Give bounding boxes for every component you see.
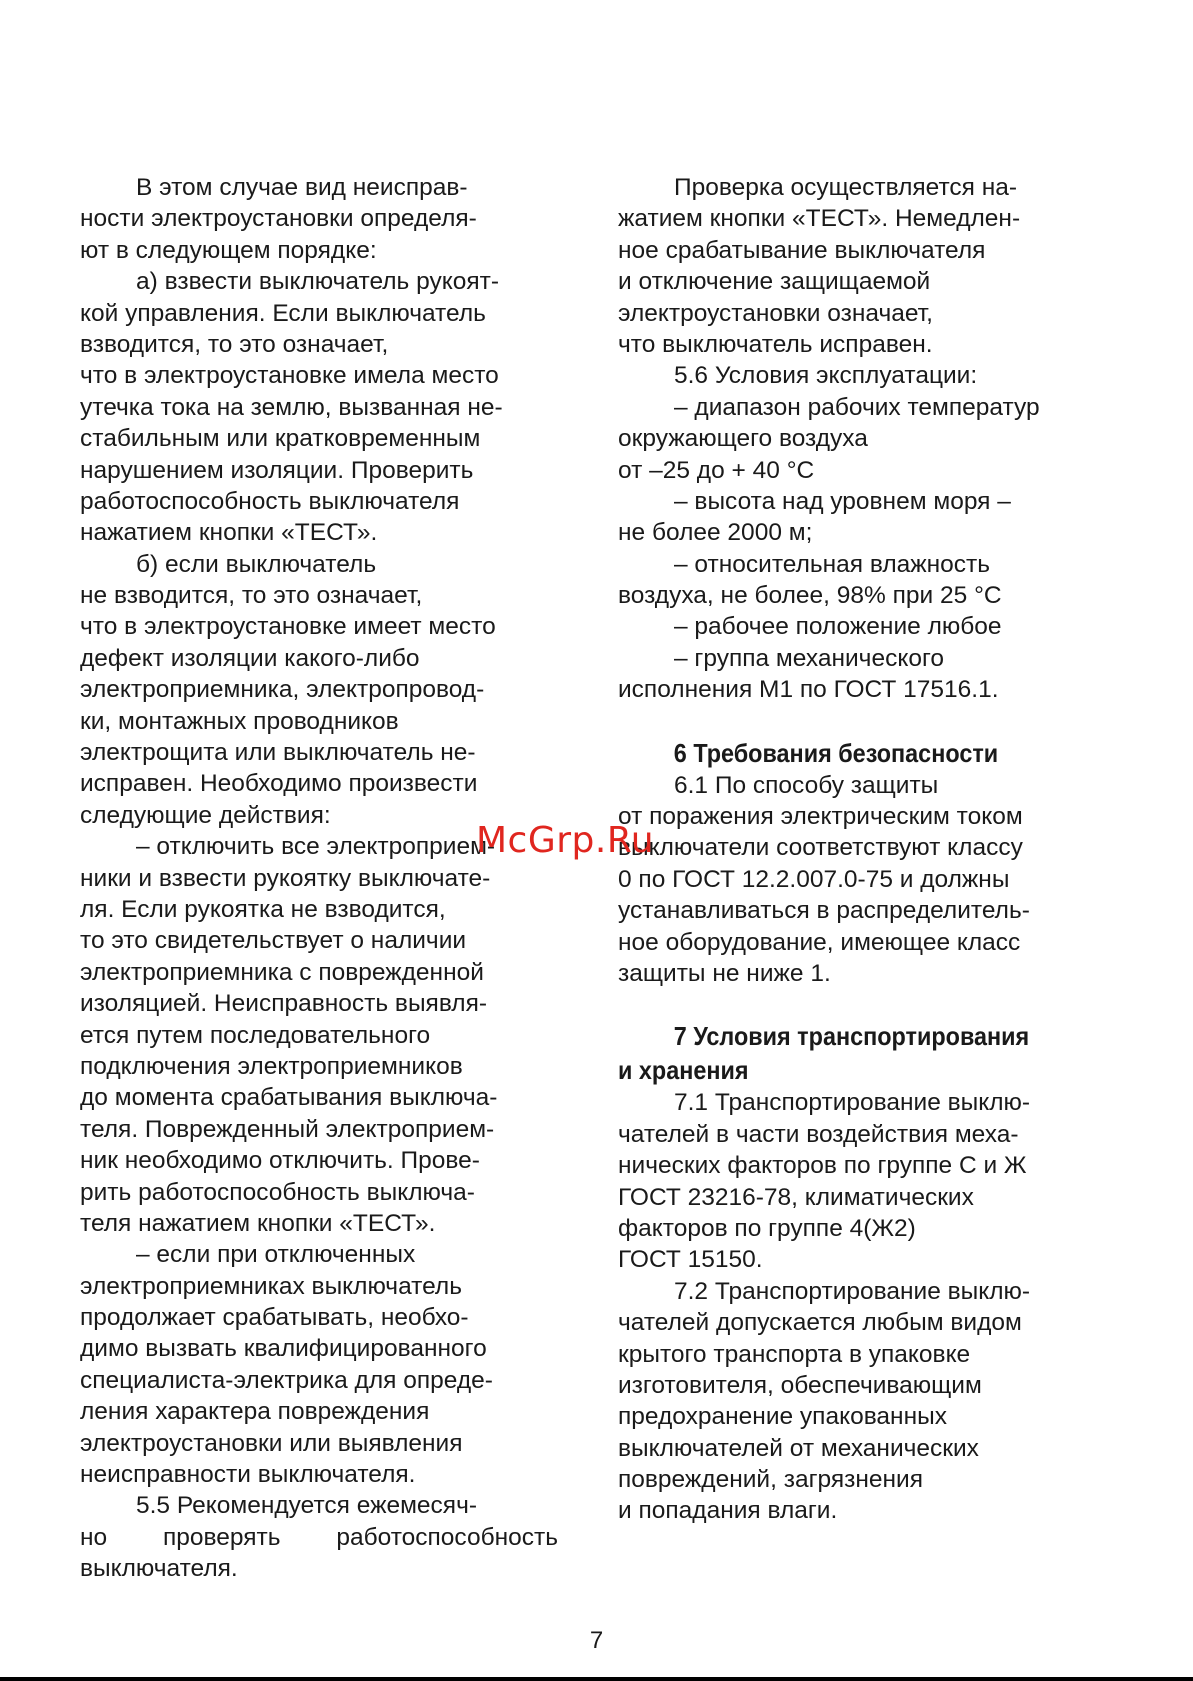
text-line: ки, монтажных проводников	[80, 707, 399, 735]
text-line: чателей в части воздействия меха-	[618, 1120, 1019, 1148]
bottom-rule	[0, 1677, 1193, 1681]
text-line: изготовителя, обеспечивающим	[618, 1371, 982, 1399]
text-line: б) если выключатель	[136, 550, 377, 578]
text-line: что выключатель исправен.	[618, 330, 933, 358]
text-line: окружающего воздуха	[618, 425, 868, 453]
text-line: до момента срабатывания выключа-	[80, 1084, 498, 1112]
text-line: ют в следующем порядке:	[80, 236, 377, 264]
section-7-heading-continued: и хранения	[618, 1055, 749, 1086]
text-line: факторов по группе 4(Ж2)	[618, 1214, 916, 1242]
left-column	[80, 172, 580, 1585]
text-line: не более 2000 м;	[618, 519, 813, 547]
text-line: рить работоспособность выключа-	[80, 1178, 475, 1206]
text-line: 5.5 Рекомендуется ежемесяч-	[136, 1492, 478, 1520]
text-line: от –25 до + 40 °С	[618, 456, 815, 484]
text-line: работоспособность выключателя	[80, 487, 460, 515]
text-line: утечка тока на землю, вызванная не-	[80, 393, 503, 421]
text-line: изоляцией. Неисправность выявля-	[80, 990, 487, 1018]
text-line: ля. Если рукоятка не взводится,	[80, 895, 446, 923]
section-7-heading: 7 Условия транспортирования	[673, 1021, 1030, 1052]
text-line: теля. Поврежденный электроприем-	[80, 1115, 495, 1143]
text-line: кой управления. Если выключатель	[80, 299, 486, 327]
text-line: подключения электроприемников	[80, 1052, 463, 1080]
text-line: – отключить все электроприем-	[136, 833, 496, 861]
text-line: димо вызвать квалифицированного	[80, 1335, 487, 1363]
text-line: В этом случае вид неисправ-	[136, 174, 468, 201]
text-line: ное срабатывание выключателя	[618, 236, 986, 264]
text-line: ления характера повреждения	[80, 1398, 430, 1426]
text-line: что в электроустановке имела место	[80, 362, 499, 390]
text-line: ники и взвести рукоятку выключате-	[80, 864, 491, 892]
text-line: – диапазон рабочих температур	[674, 393, 1040, 421]
text-line: выключателя.	[80, 1555, 238, 1583]
text-line: а) взвести выключатель рукоят-	[136, 268, 499, 296]
text-line: электрощита или выключатель не-	[80, 739, 476, 767]
section-6-heading: 6 Требования безопасности	[673, 737, 999, 768]
text-line: защиты не ниже 1.	[618, 959, 831, 987]
text-line: жатием кнопки «ТЕСТ». Немедлен-	[618, 205, 1021, 233]
text-line: ГОСТ 15150.	[618, 1246, 763, 1274]
text-line: не взводится, то это означает,	[80, 582, 423, 610]
text-line: то это свидетельствует о наличии	[80, 927, 467, 955]
text-line: выключатели соответствуют классу	[618, 834, 1023, 862]
text-line: ник необходимо отключить. Прове-	[80, 1147, 480, 1175]
text-line: 7.1 Транспортирование выклю-	[674, 1089, 1031, 1117]
text-line: неисправности выключателя.	[80, 1461, 416, 1489]
text-line: продолжает срабатывать, необхо-	[80, 1304, 469, 1332]
text-line: – группа механического	[674, 644, 944, 672]
text-line: исправен. Необходимо произвести	[80, 770, 478, 798]
text-line: – рабочее положение любое	[674, 613, 1002, 641]
text-line: 7.2 Транспортирование выклю-	[674, 1277, 1031, 1305]
page-number: 7	[589, 1627, 604, 1654]
text-line: от поражения электрическим током	[618, 803, 1023, 831]
section-gap	[618, 989, 1118, 1019]
text-line: чателей допускается любым видом	[618, 1309, 1022, 1337]
text-line: ное оборудование, имеющее класс	[618, 928, 1021, 956]
text-line: и попадания влаги.	[618, 1497, 838, 1525]
text-line: нарушением изоляции. Проверить	[80, 456, 474, 484]
section-gap	[618, 706, 1118, 736]
text-line: взводится, то это означает,	[80, 330, 389, 358]
text-line: повреждений, загрязнения	[618, 1466, 923, 1494]
text-line: но проверять работоспособность	[80, 1523, 558, 1551]
text-line: нажатием кнопки «ТЕСТ».	[80, 519, 378, 547]
text-line: Проверка осуществляется на-	[674, 174, 1018, 201]
text-line: 5.6 Условия эксплуатации:	[674, 362, 978, 390]
text-line: следующие действия:	[80, 801, 331, 829]
right-column	[618, 172, 1118, 1527]
text-line: и отключение защищаемой	[618, 268, 931, 296]
text-line: – относительная влажность	[674, 550, 991, 578]
text-line: предохранение упакованных	[618, 1403, 947, 1431]
text-line: стабильным или кратковременным	[80, 425, 481, 453]
text-line: – если при отключенных	[136, 1241, 416, 1269]
text-line: ется путем последовательного	[80, 1021, 431, 1049]
text-line: – высота над уровнем моря –	[674, 487, 1011, 515]
text-line: электроприемника, электропровод-	[80, 676, 485, 704]
text-line: 6.1 По способу защиты	[674, 771, 939, 799]
text-line: крытого транспорта в упаковке	[618, 1340, 971, 1368]
text-line: электроустановки означает,	[618, 299, 933, 327]
text-line: электроприемниках выключатель	[80, 1272, 462, 1300]
text-line: дефект изоляции какого-либо	[80, 644, 420, 672]
text-line: что в электроустановке имеет место	[80, 613, 496, 641]
text-line: теля нажатием кнопки «ТЕСТ».	[80, 1209, 436, 1237]
text-line: устанавливаться в распределитель-	[618, 897, 1030, 925]
text-line: воздуха, не более, 98% при 25 °С	[618, 582, 1002, 610]
watermark: McGrp.Ru	[476, 820, 655, 861]
text-line: выключателей от механических	[618, 1434, 979, 1462]
text-line: специалиста-электрика для опреде-	[80, 1366, 493, 1394]
text-line: нических факторов по группе С и Ж	[618, 1152, 1027, 1180]
text-line: электроприемника с поврежденной	[80, 958, 484, 986]
text-line: электроустановки или выявления	[80, 1429, 463, 1457]
text-line: ности электроустановки определя-	[80, 205, 477, 233]
text-line: ГОСТ 23216-78, климатических	[618, 1183, 974, 1211]
text-line: исполнения М1 по ГОСТ 17516.1.	[618, 676, 999, 704]
text-line: 0 по ГОСТ 12.2.007.0-75 и должны	[618, 865, 1010, 893]
